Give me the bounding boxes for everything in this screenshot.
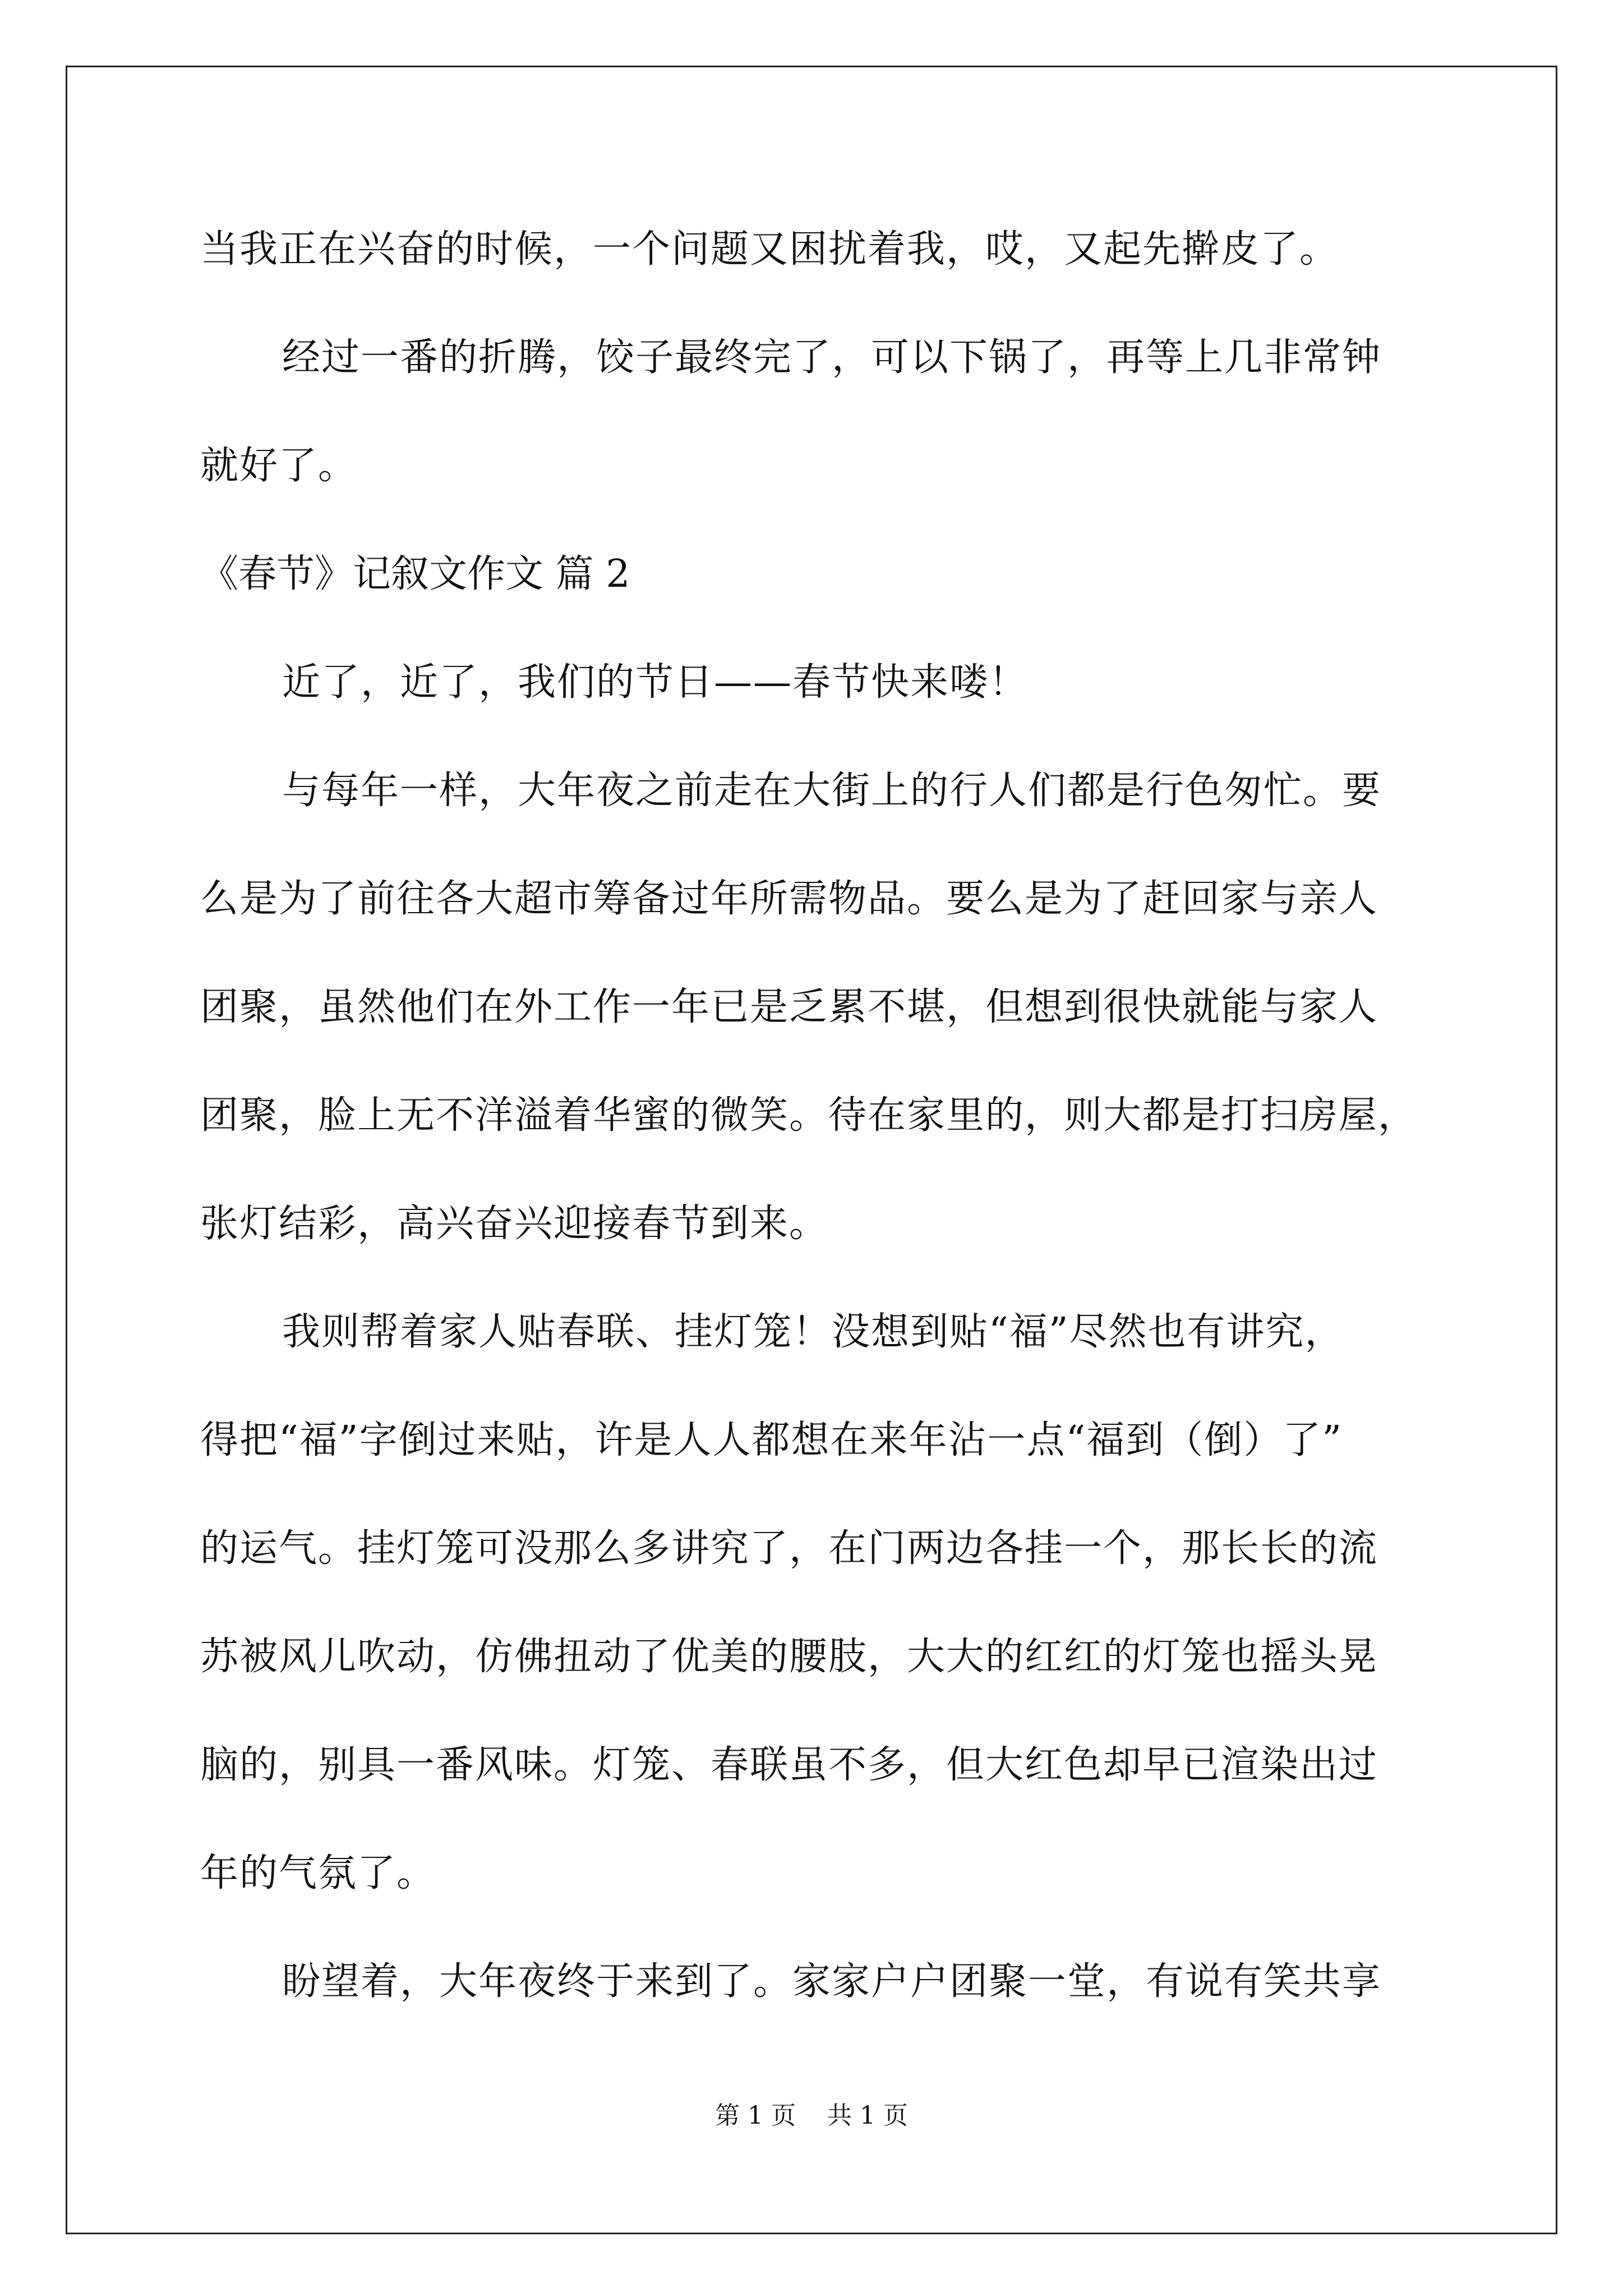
text-line-8: 团聚，虽然他们在外工作一年已是乏累不堪，但想到很快就能与家人 [200, 985, 1378, 1029]
text-line-9: 团聚，脸上无不洋溢着华蜜的微笑。待在家里的，则大都是打扫房屋， [200, 1093, 1418, 1138]
section-heading: 《春节》记叙文作文 篇 2 [200, 552, 630, 596]
text-line-14: 苏被风儿吹动，仿佛扭动了优美的腰肢，大大的红红的灯笼也摇头晃 [200, 1635, 1378, 1679]
text-line-7: 么是为了前往各大超市筹备过年所需物品。要么是为了赶回家与亲人 [200, 877, 1378, 921]
text-line-2: 经过一番的折腾，饺子最终完了，可以下锅了，再等上几非常钟 [282, 335, 1382, 380]
page-footer: 第 1 页 共 1 页 [715, 2101, 908, 2130]
text-line-16: 年的气氛了。 [200, 1851, 436, 1895]
document-body [200, 216, 1434, 2056]
text-line-6: 与每年一样，大年夜之前走在大街上的行人们都是行色匆忙。要 [282, 769, 1382, 813]
text-line-5: 近了，近了，我们的节日——春节快来喽！ [282, 660, 1029, 705]
text-line-1: 当我正在兴奋的时候，一个问题又困扰着我，哎，又起先擀皮了。 [200, 227, 1339, 272]
text-line-12: 得把“福”字倒过来贴，许是人人都想在来年沾一点“福到（倒）了” [200, 1418, 1343, 1462]
text-line-10: 张灯结彩，高兴奋兴迎接春节到来。 [200, 1202, 829, 1246]
text-line-15: 脑的，别具一番风味。灯笼、春联虽不多，但大红色却早已渲染出过 [200, 1743, 1378, 1787]
text-line-3: 就好了。 [200, 444, 358, 488]
text-line-11: 我则帮着家人贴春联、挂灯笼！没想到贴“福”尽然也有讲究， [282, 1310, 1344, 1354]
text-line-13: 的运气。挂灯笼可没那么多讲究了，在门两边各挂一个，那长长的流 [200, 1526, 1378, 1571]
text-line-17: 盼望着，大年夜终于来到了。家家户户团聚一堂，有说有笑共享 [282, 1959, 1382, 2004]
